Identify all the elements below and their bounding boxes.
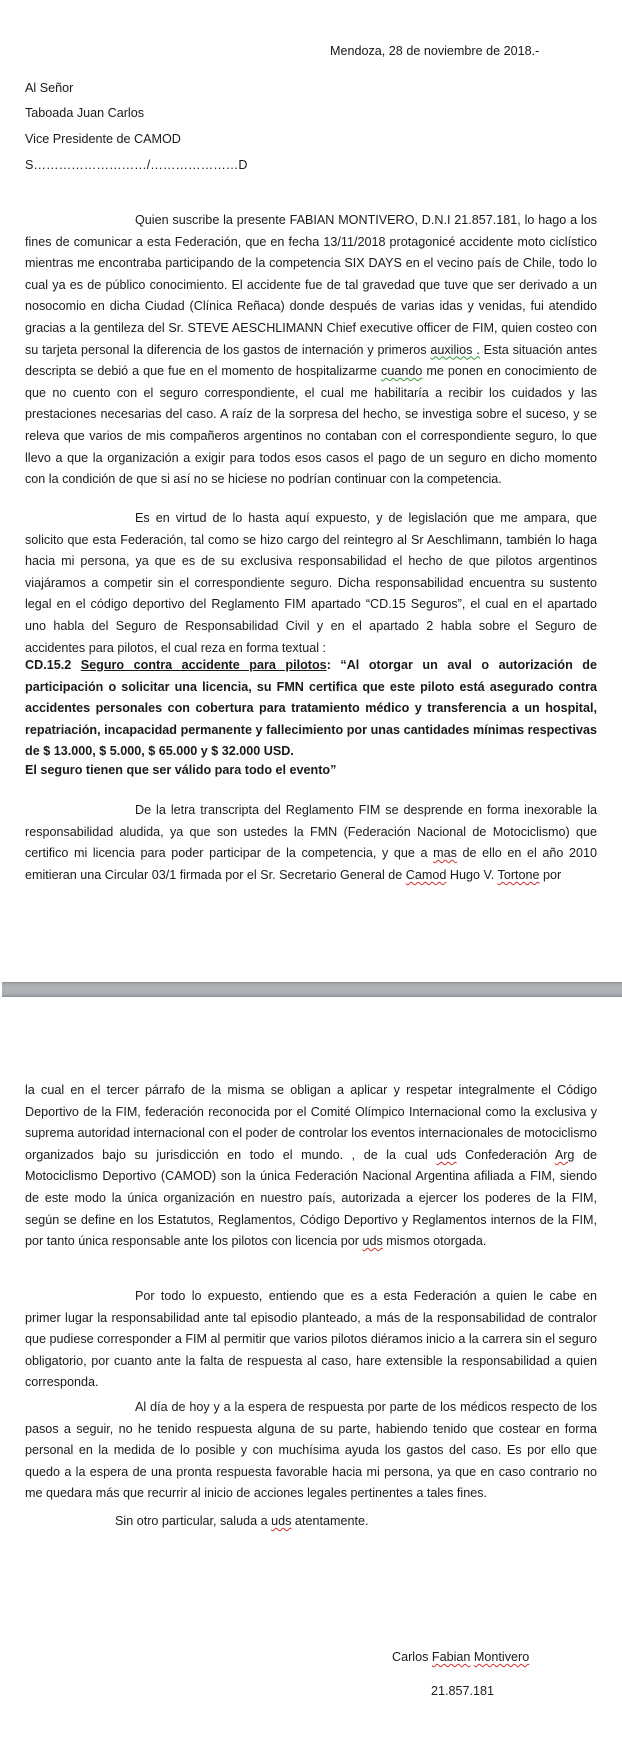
page-break-separator: [2, 982, 622, 997]
paragraph-text: Confederación: [456, 1147, 555, 1162]
spelling-flag: mas: [433, 846, 457, 861]
quote-text: : “Al otorgar un aval o autorización de participación o solicitar una licencia, su FMN certifica que este piloto está asegurado contra accidentes personales con cobertura para tratamiento médico y transferencia a un hospital, repatriación, incapacidad permanente y fallecimiento por unas cantidades mínimas respectivas de $ 13.000, $ 5.000, $ 65.000 y $ 32.000 USD.: [25, 658, 597, 759]
spelling-flag: Arg: [554, 1147, 575, 1162]
spelling-flag: Montivero: [473, 1650, 530, 1664]
paragraph-text: Hugo V.: [446, 867, 498, 882]
paragraph-text: mismos otorgada.: [382, 1234, 487, 1249]
paragraph-text: Por todo lo expuesto, entiendo que es a esta Federación a quien le cabe en primer lugar la responsabilidad ante tal episodio planteado, a más de la responsabilidad de contralor que pudiese corresponder a FIM al permitir que varios pilotos diéramos inicio a la carrera sin el seguro obligatorio, por cuanto ante la falta de respuesta al caso, hare extensible la responsabilidad a quien corresponda.: [25, 1289, 597, 1390]
spelling-flag: Camod: [405, 867, 447, 882]
paragraph-pending-response: [25, 1397, 597, 1505]
paragraph-fim-authority: [25, 1080, 597, 1253]
spelling-flag: uds: [436, 1147, 457, 1162]
paragraph-regulation-analysis: [25, 800, 597, 886]
paragraph-responsibility: [25, 1286, 597, 1394]
paragraph-text: Esta situación antes descripta se debió a que fue en el momento de hospitalizarme: [25, 342, 598, 379]
spelling-flag: uds: [362, 1234, 383, 1249]
quote-closing: El seguro tienen que ser válido para todo el evento”: [25, 763, 337, 777]
letter-date: Mendoza, 28 de noviembre de 2018.-: [330, 44, 540, 58]
recipient-title: Vice Presidente de CAMOD: [25, 132, 181, 146]
paragraph-request: [25, 508, 597, 659]
paragraph-text: Es en virtud de lo hasta aquí expuesto, y de legislación que me ampara, que solicito que esta Federación, tal como se hizo cargo del reintegro al Sr Aeschlimann, también lo haga hacia mi persona, ya que es de su exclusiva responsabilidad el hecho de que pilotos argentinos viajáramos a competir sin el correspondiente seguro. Dicha responsabilidad encuentra su sustento legal en el código deportivo del Reglamento FIM apartado “CD.15 Seguros”, el cual en el apartado uno habla del Seguro de Responsabilidad Civil y en el apartado 2 habla sobre el Seguro de accidentes para pilotos, el cual reza en forma textual :: [25, 511, 597, 655]
sd-line: S………………………/…………………D: [25, 158, 248, 172]
spelling-flag: uds: [271, 1514, 292, 1528]
paragraph-text: De la letra transcripta del Reglamento FIM se desprende en forma inexorable la responsabilidad aludida, ya que son ustedes la FMN (Federación Nacional de Motociclismo) que certifico mi licencia para poder participar de la competencia, y que a: [25, 803, 597, 861]
recipient-name: Taboada Juan Carlos: [25, 106, 145, 120]
quote-heading: Seguro contra accidente para pilotos: [80, 658, 327, 672]
grammar-flag: auxilios .: [430, 342, 480, 357]
paragraph-text: por: [539, 867, 562, 882]
recipient-salutation: Al Señor: [25, 81, 74, 95]
paragraph-text: Al día de hoy y a la espera de respuesta por parte de los médicos respecto de los pasos a seguir, no he tenido respuesta alguna de su parte, habiendo tenido que costear en forma personal en la medida de lo posible y con muchísima ayuda los gastos del caso. Es por ello que quedo a la espera de una pronta respuesta favorable hacia mi persona, ya que en caso contrario no me quedara más que recurrir al inicio de acciones legales pertinentes a tales fines.: [25, 1400, 597, 1501]
quote-code: CD.15.2: [25, 658, 81, 672]
closing-line: Sin otro particular, saluda a uds atentamente.: [115, 1514, 369, 1528]
signature-name: Carlos Fabian Montivero: [392, 1650, 530, 1664]
spelling-flag: Tortone: [497, 867, 540, 882]
paragraph-text: Quien suscribe la presente FABIAN MONTIVERO, D.N.I 21.857.181, lo hago a los fines de comunicar a esta Federación, que en fecha 13/11/2018 protagonicé accidente moto ciclístico mientras me encontraba participando de la competencia SIX DAYS en el vecino país de Chile, todo lo cual ya es de público conocimiento. El accidente fue de tal gravedad que tuve que ser derivado a un nosocomio en dicha Ciudad (Clínica Reñaca) donde después de varias idas y venidas, fui atendido gracias a la gentileza del Sr. STEVE AESCHLIMANN Chief executive officer de FIM, quien costeo con su tarjeta personal la diferencia de los gastos de internación y primeros: [25, 213, 597, 357]
paragraph-text: de Motociclismo Deportivo (CAMOD) son la única Federación Nacional Argentina afiliada a FIM, siendo de este modo la única organización en nuestro país, autorizada a ejercer los poderes de la FIM, según se define en los Estatutos, Reglamentos, Código Deportivo y Reglamentos internos de la FIM, por tanto única responsable ante los pilotos con licencia por: [25, 1147, 597, 1249]
paragraph-text: de ello en el año 2010 emitieran una Circular 03/1 firmada por el Sr. Secretario General de: [25, 846, 597, 882]
paragraph-text: me ponen en conocimiento de que no cuento con el seguro correspondiente, el cual me habilitaría a recibir los cuidados y las prestaciones necesarias del caso. A raíz de la sorpresa del hecho, se investiga sobre el suceso, y se releva que varios de mis compañeros argentinos no contaban con el correspondiente seguro, lo que llevo a que la organización a exigir para todos esos casos el pago de un seguro en dicho momento con la condición de que si así no se hiciese no podrían continuar con la competencia.: [25, 364, 597, 487]
grammar-flag: cuando: [381, 364, 423, 379]
paragraph-accident-report: [25, 210, 597, 491]
document-page-2: [0, 997, 622, 1757]
regulation-quote: [25, 655, 597, 763]
signature-dni: 21.857.181: [431, 1684, 495, 1698]
spelling-flag: Fabian: [431, 1650, 471, 1664]
paragraph-text: la cual en el tercer párrafo de la misma se obligan a aplicar y respetar integralmente el Código Deportivo de la FIM, federación reconocida por el Comité Olímpico Internacional como la exclusiva y suprema autoridad internacional con el poder de controlar los eventos internacionales de motociclismo organizados bajo su jurisdicción en todo el mundo. , de la cual: [25, 1083, 597, 1162]
